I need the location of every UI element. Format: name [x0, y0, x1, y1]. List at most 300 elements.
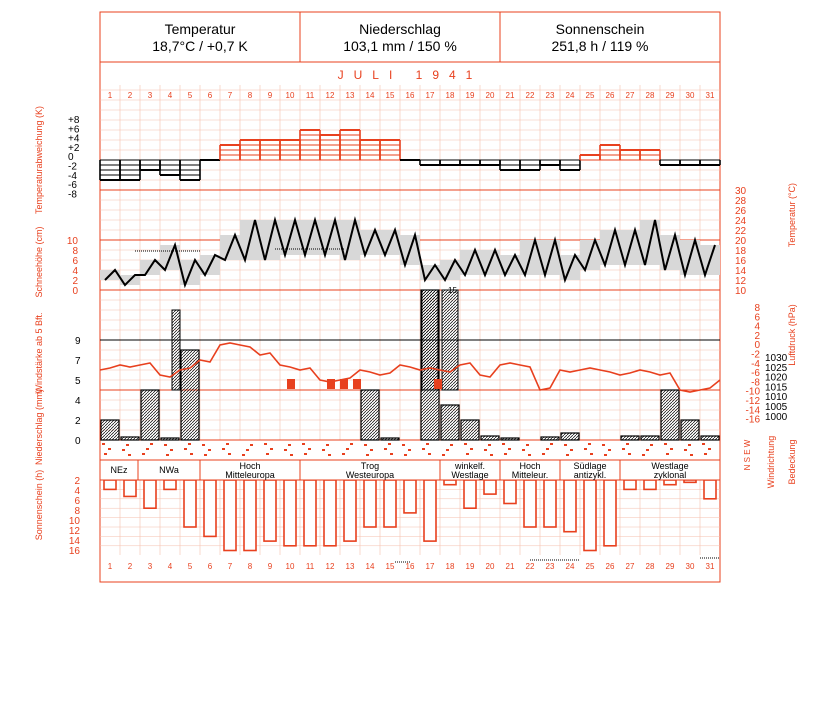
tick-precip: 4: [75, 396, 81, 407]
weather-type-label: NWa: [159, 465, 179, 475]
day-label-bottom: 30: [685, 562, 695, 571]
precip-bar: [141, 390, 159, 440]
day-label-bottom: 4: [167, 562, 173, 571]
precip-bar: [441, 405, 459, 440]
axis-title-precip: Niederschlag (mm): [34, 388, 44, 466]
tick-temp-right: 24: [735, 216, 747, 227]
wind-dir-dot: [222, 448, 225, 450]
wind-dir-dot: [108, 448, 111, 450]
day-label-top: 21: [505, 91, 515, 100]
precip-title: Niederschlag: [359, 21, 441, 37]
tick-press-dev: -12: [745, 396, 760, 407]
day-labels-bottom: [108, 562, 715, 571]
wind-dir-dot: [704, 453, 707, 455]
tick-press-dev: -4: [751, 358, 760, 370]
day-label-bottom: 11: [305, 562, 315, 571]
wind-dir-dot: [122, 449, 125, 451]
day-label-top: 9: [267, 91, 273, 100]
wind-dir-dot: [250, 444, 253, 446]
wind-dir-dot: [488, 444, 491, 446]
day-label-bottom: 8: [247, 562, 253, 571]
day-label-top: 7: [227, 91, 233, 100]
tick-sun: 8: [74, 506, 80, 517]
axis-title-wind: Windstärke ab 5 Bft.: [34, 312, 44, 394]
weather-type-label: Mitteleur.: [511, 470, 549, 480]
wind-dir-dot: [242, 454, 245, 456]
wind-dir-dot: [622, 448, 625, 450]
precip-bar: [641, 436, 659, 440]
wind-dir-dot: [502, 443, 505, 445]
day-label-top: 17: [425, 91, 435, 100]
tick-temp-right: 14: [735, 266, 747, 277]
wind-dir-dot: [366, 454, 369, 456]
tick-wind: 7: [75, 356, 81, 367]
wind-dir-dot: [604, 454, 607, 456]
tick-press-abs: 1010: [765, 392, 788, 404]
tick-sun: 14: [68, 536, 80, 547]
axis-title-temp-dev: Temperaturabweichung (K): [34, 105, 44, 215]
wind-dir-dot: [126, 444, 129, 446]
weather-type-label: Westlage: [651, 461, 689, 471]
sunshine-bar: [584, 480, 596, 551]
day-label-bottom: 14: [365, 562, 375, 571]
tick-precip: 0: [75, 436, 81, 447]
day-label-top: 27: [625, 91, 635, 100]
tick-press-abs: 1015: [765, 382, 788, 394]
tick-precip: 2: [75, 416, 81, 427]
wind-dir-dot: [584, 448, 587, 450]
day-label-bottom: 5: [187, 562, 193, 571]
wind-dir-dot: [542, 453, 545, 455]
tick-press-abs: 1025: [765, 362, 788, 374]
sunshine-bar: [164, 480, 176, 489]
precip-bar: [101, 420, 119, 440]
sunshine-bar: [444, 480, 456, 485]
day-label-bottom: 27: [625, 562, 635, 571]
tick-sun: 10: [68, 516, 80, 527]
wind-dir-dot: [346, 448, 349, 450]
tick-press-dev: -6: [751, 368, 760, 380]
wind-dir-dot: [402, 444, 405, 446]
tick-press-abs: 1030: [765, 353, 788, 364]
tick-snow: 10: [66, 236, 78, 247]
sunshine-bar: [224, 480, 236, 551]
sunshine-bar: [384, 480, 396, 527]
day-label-bottom: 29: [665, 562, 675, 571]
wind-dir-dot: [646, 449, 649, 451]
nsew-label: N S E W: [743, 439, 752, 471]
day-label-bottom: 16: [405, 562, 415, 571]
wind-dir-dot: [602, 444, 605, 446]
day-label-top: 22: [525, 91, 535, 100]
precip-bar: [621, 436, 639, 440]
wind-dir-dot: [570, 449, 573, 451]
day-label-top: 15: [385, 91, 395, 100]
weather-type-label: Westeuropa: [345, 470, 395, 480]
day-label-top: 26: [605, 91, 615, 100]
wind-dir-dot: [204, 454, 207, 456]
day-label-top: 24: [565, 91, 575, 100]
tick-wind: 9: [75, 336, 81, 347]
tick-press-dev: 4: [754, 321, 760, 333]
tick-temp-dev: -8: [68, 189, 77, 201]
tick-temp-dev: +8: [68, 115, 80, 126]
wind-dir-dot: [190, 453, 193, 455]
wind-dir-dot: [642, 454, 645, 456]
temperature-title: Temperatur: [164, 21, 236, 37]
wind-dir-dot: [608, 449, 611, 451]
weather-type-label: Südlage: [573, 461, 607, 471]
sunshine-bar: [304, 480, 316, 546]
tick-press-abs: 1020: [765, 372, 788, 384]
wind-dir-dot: [384, 448, 387, 450]
day-label-bottom: 6: [207, 562, 213, 571]
month-label: JULI 1941: [337, 68, 483, 82]
wind-dir-dot: [104, 453, 107, 455]
sunshine-bar: [104, 480, 116, 489]
wind-dir-dot: [390, 453, 393, 455]
wind-dir-dot: [708, 448, 711, 450]
tick-temp-right: 30: [735, 186, 747, 197]
temperature-value: 18,7°C / +0,7 K: [152, 38, 248, 54]
sunshine-bar: [284, 480, 296, 546]
tick-temp-dev: -6: [68, 180, 77, 192]
weather-type-label: Hoch: [519, 461, 541, 471]
tick-press-dev: -16: [745, 414, 760, 426]
wind-dir-dot: [428, 453, 431, 455]
precip-bar: [681, 420, 699, 440]
day-label-bottom: 31: [705, 562, 715, 571]
sunshine-bar: [504, 480, 516, 504]
wind-dir-dot: [128, 454, 131, 456]
day-label-top: 11: [305, 91, 315, 100]
day-label-top: 31: [705, 91, 715, 100]
tick-wind: 5: [75, 376, 81, 387]
tick-temp-right: 12: [735, 276, 747, 287]
weather-type-label: antizykl.: [573, 470, 607, 480]
sunshine-bar: [544, 480, 556, 527]
wind-dir-dot: [388, 443, 391, 445]
day-label-bottom: 10: [285, 562, 295, 571]
axis-title-cloud: Bedeckung: [787, 439, 797, 485]
wind-dir-dot: [188, 443, 191, 445]
wind-dir-dot: [564, 444, 567, 446]
wind-dir-dot: [588, 443, 591, 445]
wind-dir-dot: [302, 443, 305, 445]
wind-dir-dot: [246, 449, 249, 451]
day-label-bottom: 23: [545, 562, 555, 571]
tick-press-dev: -2: [751, 349, 760, 361]
wind-dir-dot: [666, 453, 669, 455]
wind-dir-dot: [550, 443, 553, 445]
wind-dir-dot: [142, 453, 145, 455]
wind-dir-dot: [484, 449, 487, 451]
wind-dir-dot: [528, 454, 531, 456]
tick-temp-right: 26: [735, 206, 747, 217]
sunshine-bar: [564, 480, 576, 532]
day-label-bottom: 24: [565, 562, 575, 571]
sunshine-bar: [524, 480, 536, 527]
tick-sun: 6: [74, 496, 80, 507]
day-label-top: 14: [365, 91, 375, 100]
day-label-top: 25: [585, 91, 595, 100]
weather-type-label: winkelf.: [454, 461, 486, 471]
tick-sun: 2: [74, 476, 80, 487]
day-label-top: 4: [167, 91, 173, 100]
wind-dir-dot: [626, 443, 629, 445]
sunshine-bar: [144, 480, 156, 508]
sun-value: 251,8 h / 119 %: [551, 38, 649, 54]
sun-title: Sonnenschein: [555, 21, 645, 37]
day-label-bottom: 12: [325, 562, 335, 571]
wind-dir-dot: [288, 444, 291, 446]
sunshine-bar: [124, 480, 136, 496]
wind-bar: [442, 290, 458, 390]
wind-dir-dot: [170, 449, 173, 451]
day-labels-top: [108, 91, 715, 100]
wind-dir-dot: [566, 454, 569, 456]
sunshine-bar: [664, 480, 676, 485]
wind-dir-dot: [364, 444, 367, 446]
precip-bar: [381, 438, 399, 440]
wind-dir-dot: [426, 443, 429, 445]
axis-title-wind-dir: Windrichtung: [766, 435, 776, 489]
wind-dir-dot: [226, 443, 229, 445]
tick-press-dev: 8: [754, 303, 760, 314]
sunshine-bar: [624, 480, 636, 489]
tick-temp-dev: +2: [68, 142, 80, 154]
wind-dir-dot: [304, 453, 307, 455]
sunshine-bar: [344, 480, 356, 541]
wind-dir-dot: [690, 454, 693, 456]
wind-dir-dot: [164, 444, 167, 446]
tick-press-dev: -10: [745, 386, 760, 398]
sunshine-bar: [704, 480, 716, 499]
sunshine-bar: [644, 480, 656, 489]
day-label-top: 13: [345, 91, 355, 100]
weather-type-label: Hoch: [239, 461, 261, 471]
precip-bar: [121, 437, 139, 440]
wind-dir-dot: [228, 453, 231, 455]
day-label-bottom: 21: [505, 562, 515, 571]
day-label-top: 8: [247, 91, 253, 100]
day-label-bottom: 18: [445, 562, 455, 571]
wind-dir-dot: [546, 448, 549, 450]
sunshine-bar: [204, 480, 216, 536]
tick-temp-dev: +4: [68, 133, 80, 145]
wind-dir-dot: [208, 449, 211, 451]
wind-dir-dot: [522, 449, 525, 451]
wind-dir-dot: [490, 454, 493, 456]
wind-dir-dot: [350, 443, 353, 445]
tick-temp-dev: -4: [68, 170, 77, 182]
wind-dir-dot: [328, 454, 331, 456]
day-label-bottom: 1: [107, 562, 113, 571]
precip-bar: [541, 437, 559, 440]
day-label-bottom: 26: [605, 562, 615, 571]
tick-snow: 8: [72, 246, 78, 257]
wind-dir-dot: [322, 449, 325, 451]
day-label-bottom: 19: [465, 562, 475, 571]
day-label-top: 23: [545, 91, 555, 100]
wind-dir-dot: [290, 454, 293, 456]
day-label-top: 18: [445, 91, 455, 100]
wind-dir-dot: [590, 453, 593, 455]
axis-title-temp-right: Temperatur (°C): [787, 182, 797, 248]
wind-dir-dot: [270, 448, 273, 450]
tick-press-dev: -8: [751, 377, 760, 389]
precip-bar: [661, 390, 679, 440]
day-label-top: 19: [465, 91, 475, 100]
tick-press-dev: 6: [754, 312, 760, 324]
tick-temp-right: 18: [735, 246, 747, 257]
precip-bar: [561, 433, 579, 440]
weather-type-label: Westlage: [451, 470, 489, 480]
wind-dir-dot: [702, 443, 705, 445]
day-label-bottom: 7: [227, 562, 233, 571]
sunshine-bar: [604, 480, 616, 546]
axis-title-snow: Schneehöhe (cm): [34, 226, 44, 298]
wind-dir-dot: [202, 444, 205, 446]
sunshine-bar: [264, 480, 276, 541]
weather-type-label: Mitteleuropa: [225, 470, 275, 480]
wind-marker: [287, 379, 295, 389]
tick-temp-right: 16: [735, 256, 747, 267]
weather-type-label: zyklonal: [653, 470, 687, 480]
sunshine-bar: [244, 480, 256, 551]
precip-bar: [501, 438, 519, 440]
day-label-top: 3: [147, 91, 153, 100]
wind-marker: [434, 379, 442, 389]
axis-title-pressure: Luftdruck (hPa): [787, 304, 797, 366]
day-label-top: 6: [207, 91, 213, 100]
tick-temp-dev: +6: [68, 124, 80, 136]
tick-snow: 6: [72, 256, 78, 267]
day-label-top: 20: [485, 91, 495, 100]
tick-press-dev: 2: [754, 330, 760, 342]
sunshine-bar: [424, 480, 436, 541]
sunshine-bar: [364, 480, 376, 527]
wind-dir-dot: [526, 444, 529, 446]
wind-peak-label: 15: [448, 286, 457, 295]
day-label-top: 12: [325, 91, 335, 100]
day-label-top: 16: [405, 91, 415, 100]
wind-dir-dot: [470, 448, 473, 450]
day-label-bottom: 17: [425, 562, 435, 571]
day-label-top: 2: [127, 91, 133, 100]
day-label-bottom: 20: [485, 562, 495, 571]
wind-dir-dot: [650, 444, 653, 446]
wind-dir-dot: [664, 443, 667, 445]
wind-dir-dot: [266, 453, 269, 455]
day-label-top: 28: [645, 91, 655, 100]
wind-dir-dot: [688, 444, 691, 446]
sunshine-bar: [404, 480, 416, 513]
day-label-bottom: 25: [585, 562, 595, 571]
wind-dir-dot: [326, 444, 329, 446]
day-label-bottom: 15: [385, 562, 395, 571]
weather-type-band: [100, 460, 720, 480]
tick-temp-right: 28: [735, 196, 747, 207]
wind-dir-dot: [404, 454, 407, 456]
tick-press-abs: 1000: [765, 411, 788, 423]
precip-bar: [701, 436, 719, 440]
wind-dir-dot: [446, 449, 449, 451]
day-label-top: 10: [285, 91, 295, 100]
tick-press-dev: 0: [754, 340, 760, 352]
tick-sun: 12: [68, 526, 80, 537]
sunshine-bar: [184, 480, 196, 527]
tick-temp-dev: 0: [68, 152, 74, 164]
wind-dir-dot: [150, 443, 153, 445]
sunshine-bar: [464, 480, 476, 508]
wind-dir-dot: [408, 449, 411, 451]
day-label-top: 29: [665, 91, 675, 100]
precip-bar: [481, 436, 499, 440]
temp-deviation-steps: [100, 130, 720, 180]
tick-press-dev: -14: [745, 405, 760, 417]
day-label-bottom: 28: [645, 562, 655, 571]
wind-dir-dot: [466, 453, 469, 455]
wind-dir-dot: [422, 448, 425, 450]
tick-snow: 2: [72, 276, 78, 287]
wind-dir-dot: [102, 443, 105, 445]
wind-cloud-dots: [102, 443, 711, 456]
wind-dir-dot: [684, 449, 687, 451]
day-label-bottom: 22: [525, 562, 535, 571]
wind-dir-dot: [264, 443, 267, 445]
day-label-top: 30: [685, 91, 695, 100]
wind-dir-dot: [166, 454, 169, 456]
weather-type-label: NEz: [110, 465, 128, 475]
day-label-bottom: 9: [267, 562, 273, 571]
wind-dir-dot: [370, 449, 373, 451]
wind-bar: [422, 290, 438, 390]
wind-dir-dot: [442, 454, 445, 456]
weather-type-label: Trog: [360, 461, 380, 471]
wind-dir-dot: [464, 443, 467, 445]
wind-dir-dot: [670, 448, 673, 450]
tick-temp-right: 20: [735, 236, 747, 247]
precip-bar: [161, 438, 179, 440]
sunshine-bar: [324, 480, 336, 546]
tick-snow: 4: [72, 266, 78, 277]
sunshine-bar: [484, 480, 496, 494]
tick-sun: 4: [74, 486, 80, 497]
wind-dir-dot: [146, 448, 149, 450]
tick-sun: 16: [68, 546, 80, 557]
wind-dir-dot: [308, 448, 311, 450]
axis-title-sun: Sonnenschein (h): [34, 469, 44, 541]
day-label-top: 1: [107, 91, 113, 100]
sunshine-bars: [104, 480, 720, 562]
wind-dir-dot: [504, 453, 507, 455]
tick-temp-right: 10: [735, 286, 747, 297]
tick-temp-right: 22: [735, 226, 747, 237]
wind-marker: [353, 379, 361, 389]
tick-press-abs: 1005: [765, 402, 788, 413]
precip-bar: [461, 420, 479, 440]
tick-temp-dev: -2: [68, 161, 77, 173]
precip-value: 103,1 mm / 150 %: [343, 38, 457, 54]
precip-bar: [361, 390, 379, 440]
wind-bar: [172, 310, 180, 390]
wind-dir-dot: [450, 444, 453, 446]
wind-dir-dot: [508, 448, 511, 450]
day-label-bottom: 13: [345, 562, 355, 571]
tick-snow: 0: [72, 286, 78, 297]
wind-dir-dot: [342, 453, 345, 455]
